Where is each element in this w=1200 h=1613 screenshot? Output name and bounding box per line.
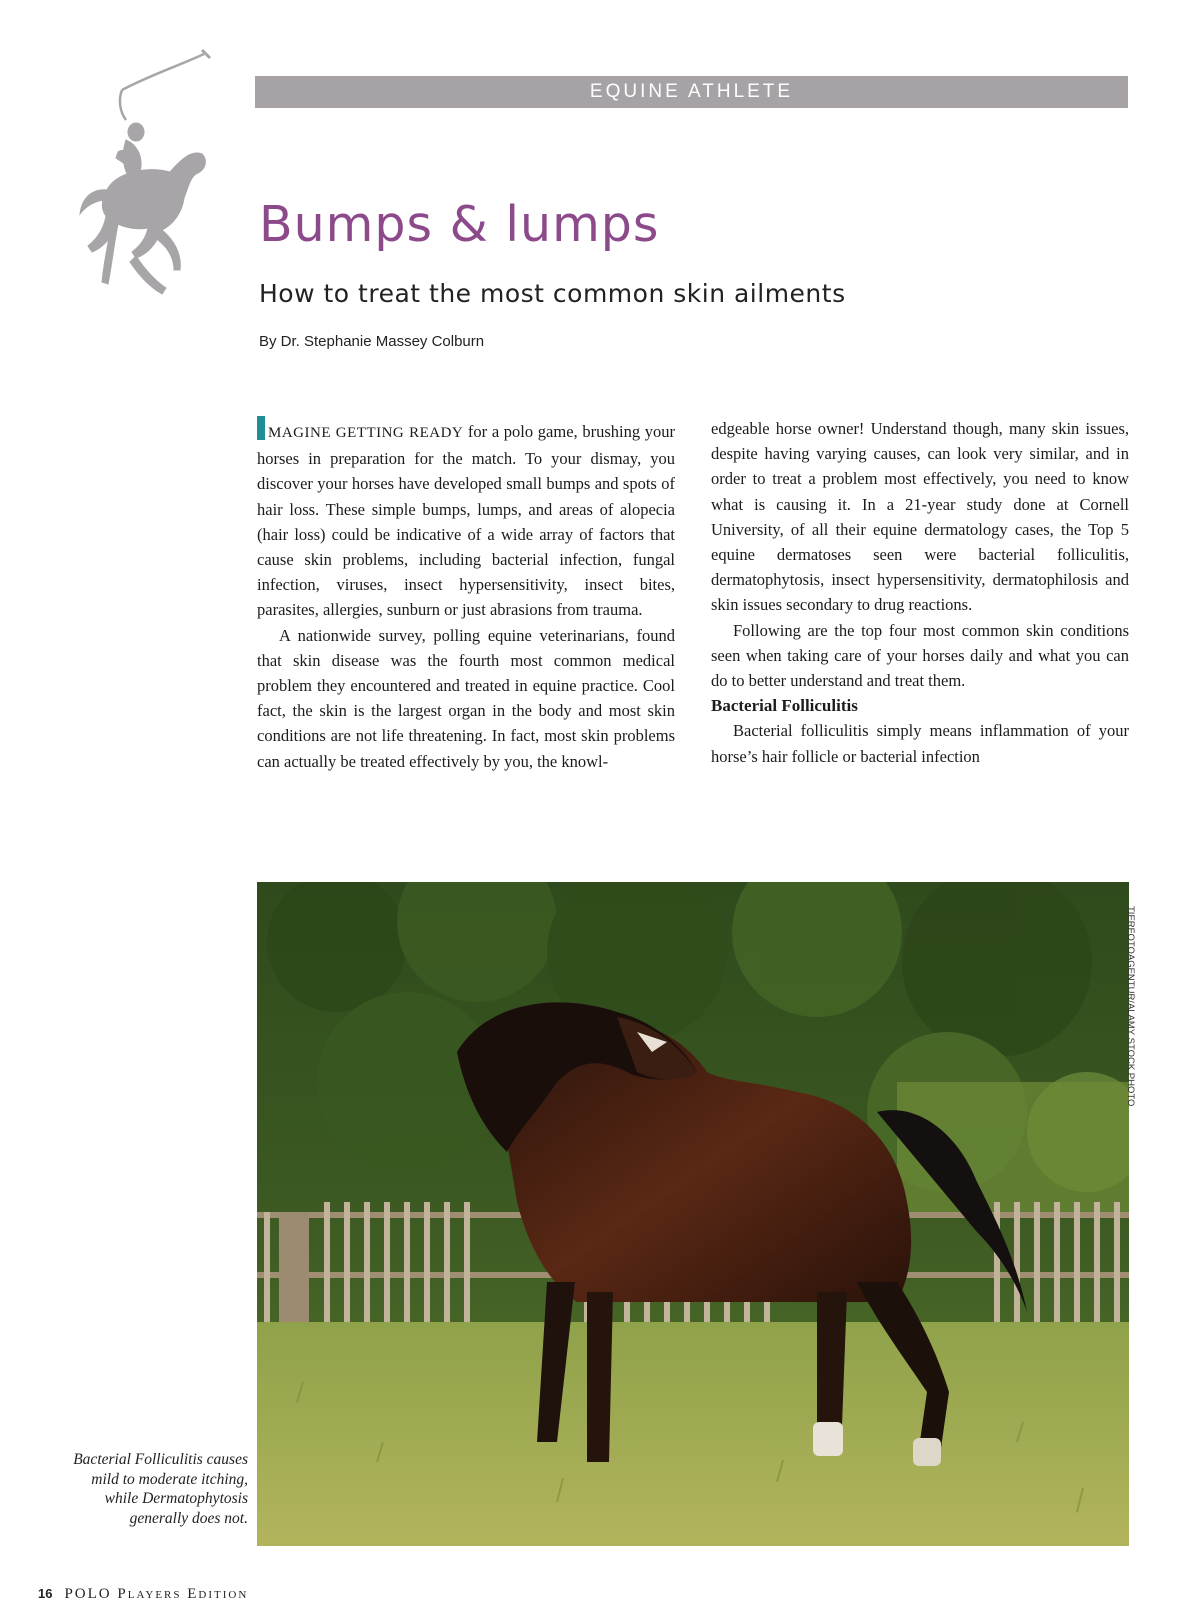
- article-column-right: [711, 416, 1129, 769]
- polo-player-horse-icon: [78, 48, 218, 300]
- photo-credit-text: TIERFOTOAGENTUR/ALAMY STOCK PHOTO: [1125, 906, 1136, 1107]
- paragraph: A nationwide survey, polling equine veterinarians, found that skin disease was the fourth most common medical problem they encountered and treated in equine practice. Cool fact, the skin is the largest organ in the body and most skin conditions are not life threatening. In fact, most skin problems can actually be treated effectively by you, the knowl-: [257, 625, 675, 771]
- page-footer: [38, 1586, 248, 1603]
- paragraph: Following are the top four most common skin conditions seen when taking care of your horses daily and what you can do to better understand and treat them.: [711, 620, 1129, 691]
- paragraph: Bacterial folliculitis simply means inflammation of your horse’s hair follicle or bacterial infection: [711, 721, 1129, 766]
- photo-credit: [1125, 906, 1136, 1106]
- photo-caption: Bacterial Folliculitis causes mild to moderate itching, while Dermatophytosis generally does not.: [73, 1451, 248, 1527]
- article-subtitle: How to treat the most common skin ailments: [259, 279, 846, 308]
- section-label: EQUINE ATHLETE: [589, 81, 794, 102]
- section-subhead: Bacterial Folliculitis: [711, 696, 858, 716]
- article-title: Bumps & lumps: [259, 196, 660, 253]
- section-header-band: [255, 76, 1128, 108]
- drop-cap: [257, 416, 265, 440]
- publication-name: POLO Players Edition: [64, 1586, 249, 1602]
- horse-photo: [257, 882, 1129, 1546]
- horse-photo-image: [257, 882, 1129, 1546]
- article-byline: By Dr. Stephanie Massey Colburn: [259, 333, 485, 350]
- lead-in: MAGINE GETTING READY: [268, 425, 464, 441]
- paragraph: edgeable horse owner! Understand though, many skin issues, despite having varying causes, can look very similar, and in order to treat a problem most effectively, you need to know what is causing it. In a 21-year study done at Cornell University, of all their equine dermatology cases, the Top 5 equine dermatoses seen were bacterial folliculitis, dermatophytosis, insect hypersensitivity, dermatophilosis and skin issues secondary to drug reactions.: [711, 419, 1129, 615]
- page-number: 16: [38, 1586, 53, 1601]
- paragraph-text: for a polo game, brushing your horses in preparation for the match. To your dismay, you discover your horses have developed small bumps and spots of hair loss. These simple bumps, lumps, and areas of alopecia (hair loss) could be indicative of a wide array of factors that cause skin problems, including bacterial infection, fungal infection, viruses, insect hypersensitivity, insect bites, parasites, allergies, sunburn or just abrasions from trauma.: [257, 422, 676, 620]
- paragraph: [257, 416, 675, 623]
- article-column-left: [257, 416, 675, 774]
